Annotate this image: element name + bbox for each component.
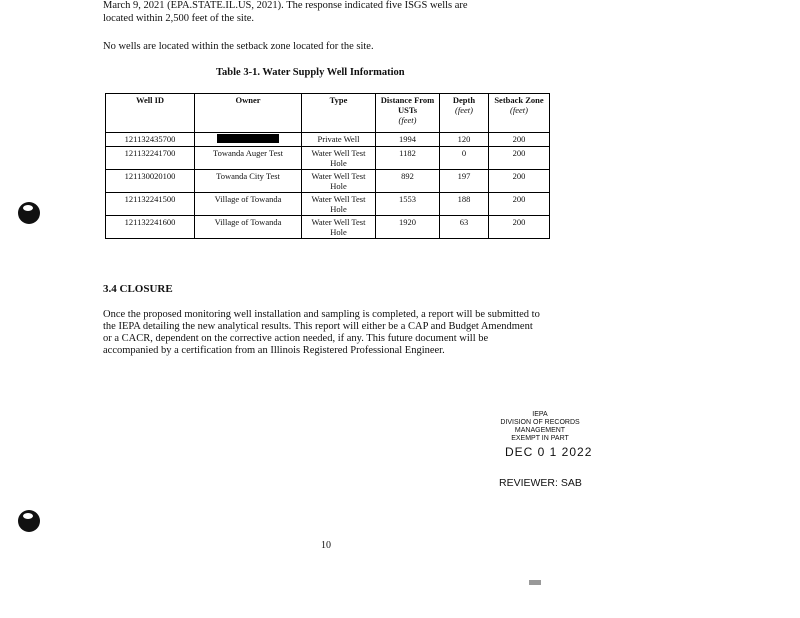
stamp-agency: IEPA bbox=[532, 411, 548, 418]
table-row bbox=[106, 133, 550, 147]
closure-paragraph: Once the proposed monitoring well installation and sampling is completed, a report will be submitted to the IEPA detailing the new analytical results. This report will either be a CAP and Budget Amendment or a CACR, dependent on the corrective action needed, if any. This future document will be accompanied by a certification from an Illinois Registered Professional Engineer. bbox=[103, 309, 540, 356]
header-distance bbox=[376, 94, 440, 133]
cell-type: Water Well Test Hole bbox=[302, 170, 376, 193]
header-well-id: Well ID bbox=[106, 94, 195, 133]
table-row bbox=[106, 193, 550, 216]
header-type: Type bbox=[302, 94, 376, 133]
cell-type: Private Well bbox=[302, 133, 376, 147]
table-title: Table 3-1. Water Supply Well Information bbox=[216, 67, 405, 78]
cell-zone: 200 bbox=[489, 193, 550, 216]
cell-distance: 1553 bbox=[376, 193, 440, 216]
header-depth-label: Depth bbox=[452, 95, 476, 105]
cell-well-id: 121132435700 bbox=[106, 133, 195, 147]
header-zone-unit: (feet) bbox=[510, 105, 528, 115]
cell-distance: 1182 bbox=[376, 147, 440, 170]
cell-distance: 1994 bbox=[376, 133, 440, 147]
header-zone-label: Setback Zone bbox=[494, 95, 544, 105]
cell-owner: Village of Towanda bbox=[195, 216, 302, 239]
stamp-date: DEC 0 1 2022 bbox=[505, 445, 593, 459]
cell-type: Water Well Test Hole bbox=[302, 216, 376, 239]
intro-line-1: March 9, 2021 (EPA.STATE.IL.US, 2021). The response indicated five ISGS wells are bbox=[103, 0, 468, 11]
intro-line-2: located within 2,500 feet of the site. bbox=[103, 13, 255, 24]
cell-distance: 1920 bbox=[376, 216, 440, 239]
cell-owner: Towanda Auger Test bbox=[195, 147, 302, 170]
cell-well-id: 121130020100 bbox=[106, 170, 195, 193]
table-row bbox=[106, 147, 550, 170]
redaction-bar bbox=[217, 134, 279, 143]
records-stamp bbox=[478, 411, 602, 443]
cell-depth: 0 bbox=[440, 147, 489, 170]
binder-hole-icon bbox=[18, 202, 40, 224]
table-row bbox=[106, 170, 550, 193]
cell-owner: Towanda City Test bbox=[195, 170, 302, 193]
cell-type: Water Well Test Hole bbox=[302, 147, 376, 170]
cell-well-id: 121132241700 bbox=[106, 147, 195, 170]
cell-zone: 200 bbox=[489, 170, 550, 193]
cell-zone: 200 bbox=[489, 147, 550, 170]
cell-owner-redacted bbox=[195, 133, 302, 147]
stamp-exempt: EXEMPT IN PART bbox=[511, 435, 569, 442]
header-distance-unit: (feet) bbox=[398, 115, 417, 125]
cell-zone: 200 bbox=[489, 133, 550, 147]
header-owner: Owner bbox=[195, 94, 302, 133]
closure-heading: 3.4 CLOSURE bbox=[103, 283, 173, 295]
table-header-row bbox=[106, 94, 550, 133]
cell-depth: 197 bbox=[440, 170, 489, 193]
scan-smudge bbox=[529, 580, 541, 585]
reviewer-label: REVIEWER: SAB bbox=[499, 477, 582, 489]
cell-distance: 892 bbox=[376, 170, 440, 193]
cell-depth: 120 bbox=[440, 133, 489, 147]
cell-owner: Village of Towanda bbox=[195, 193, 302, 216]
header-setback-zone bbox=[489, 94, 550, 133]
cell-depth: 63 bbox=[440, 216, 489, 239]
binder-hole-icon bbox=[18, 510, 40, 532]
table-row bbox=[106, 216, 550, 239]
page-number: 10 bbox=[321, 540, 331, 551]
well-table bbox=[105, 93, 550, 239]
no-wells-statement: No wells are located within the setback zone located for the site. bbox=[103, 41, 374, 52]
cell-depth: 188 bbox=[440, 193, 489, 216]
cell-type: Water Well Test Hole bbox=[302, 193, 376, 216]
header-distance-label: Distance From USTs bbox=[380, 95, 435, 115]
cell-well-id: 121132241500 bbox=[106, 193, 195, 216]
header-depth-unit: (feet) bbox=[455, 105, 473, 115]
header-depth bbox=[440, 94, 489, 133]
cell-zone: 200 bbox=[489, 216, 550, 239]
stamp-division: DIVISION OF RECORDS MANAGEMENT bbox=[500, 419, 580, 434]
cell-well-id: 121132241600 bbox=[106, 216, 195, 239]
